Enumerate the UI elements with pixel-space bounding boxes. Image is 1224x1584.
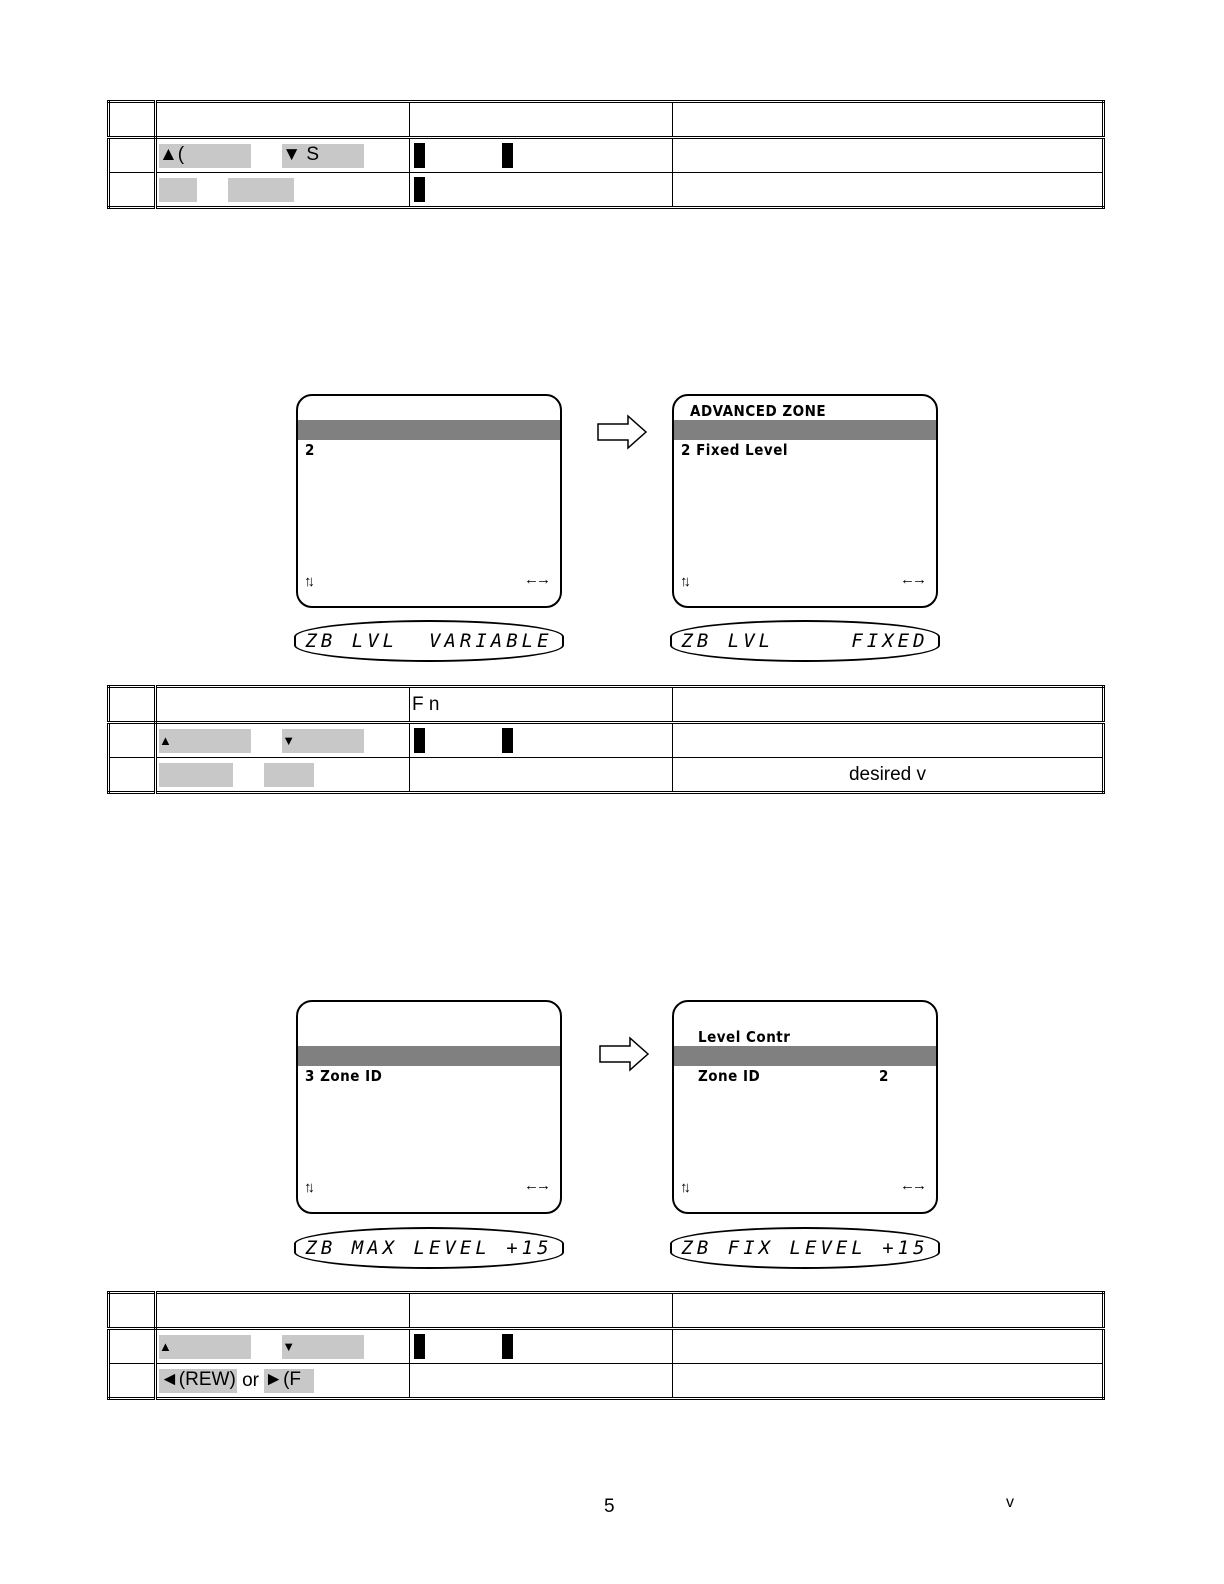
button-cell — [156, 758, 410, 793]
front-panel-text: ZB LVL FIXED — [681, 630, 929, 652]
description-cell — [673, 723, 1104, 758]
left-right-arrows-icon: ←→ — [524, 571, 548, 588]
highlight-bar — [298, 420, 560, 440]
table-header-row — [109, 687, 1104, 723]
or-text: or — [242, 1369, 259, 1391]
display-cell — [410, 138, 673, 173]
down-button-label[interactable]: ▼ S — [282, 144, 364, 168]
button-cell — [156, 1329, 410, 1364]
front-panel-text: ZB FIX LEVEL +15 — [681, 1237, 929, 1259]
highlight-bar — [674, 1046, 936, 1066]
button-label[interactable] — [228, 178, 294, 202]
description-cell — [673, 1329, 1104, 1364]
table-row — [109, 723, 1104, 758]
step-number — [109, 723, 156, 758]
step-number — [109, 1364, 156, 1399]
menu-item: 2 Fixed Level — [681, 441, 788, 459]
osd-screen-after — [672, 394, 938, 608]
front-panel-display — [294, 1227, 564, 1269]
screen-title: Level Contr — [698, 1028, 791, 1046]
button-cell — [156, 723, 410, 758]
front-panel-text: ZB LVL VARIABLE — [305, 630, 553, 652]
menu-item: 2 — [305, 441, 315, 459]
step-number — [109, 138, 156, 173]
front-panel-display — [670, 620, 940, 662]
table-row — [109, 138, 1104, 173]
steps-table-2 — [107, 685, 1105, 794]
page-number: 5 — [604, 1496, 615, 1517]
up-button-label[interactable]: ▲ — [159, 1335, 251, 1359]
steps-table-1 — [107, 100, 1105, 209]
button-label[interactable] — [159, 763, 233, 787]
up-down-arrows-icon: ↑↓ — [304, 1179, 311, 1196]
step-number — [109, 758, 156, 793]
cursor-block — [502, 1334, 513, 1359]
display-cell — [410, 1364, 673, 1399]
menu-item-label: Zone ID — [698, 1067, 761, 1085]
cursor-block — [502, 143, 513, 168]
down-button-label[interactable]: ▼ — [282, 729, 364, 753]
left-right-arrows-icon: ←→ — [524, 1177, 548, 1194]
description-cell: desired v — [673, 758, 1104, 793]
menu-item-value: 2 — [879, 1067, 889, 1085]
table-row — [109, 1364, 1104, 1399]
up-down-arrows-icon: ↑↓ — [680, 573, 687, 590]
menu-item: 3 Zone ID — [305, 1067, 383, 1085]
front-panel-display — [670, 1227, 940, 1269]
button-cell — [156, 173, 410, 208]
cursor-block — [414, 143, 425, 168]
button-cell — [156, 138, 410, 173]
display-cell — [410, 723, 673, 758]
display-cell — [410, 173, 673, 208]
button-cell — [156, 1364, 410, 1399]
table-row — [109, 173, 1104, 208]
table-row — [109, 758, 1104, 793]
cursor-block — [414, 177, 425, 202]
display-cell — [410, 758, 673, 793]
up-down-arrows-icon: ↑↓ — [680, 1179, 687, 1196]
step-number — [109, 173, 156, 208]
rew-button-label[interactable]: ◄(REW) — [159, 1369, 237, 1393]
up-button-label[interactable]: ▲ — [159, 729, 251, 753]
button-label[interactable] — [264, 763, 314, 787]
highlight-bar — [298, 1046, 560, 1066]
button-label[interactable] — [159, 178, 197, 202]
display-cell — [410, 1329, 673, 1364]
cursor-block — [414, 1334, 425, 1359]
steps-table-3 — [107, 1291, 1105, 1400]
corner-text: v — [1006, 1494, 1014, 1511]
ff-button-label[interactable]: ►(F — [264, 1369, 314, 1393]
transition-arrow-icon — [598, 1036, 652, 1072]
description-cell — [673, 1364, 1104, 1399]
header-cell: F n — [410, 687, 673, 723]
table-header-row — [109, 1293, 1104, 1329]
description-cell — [673, 173, 1104, 208]
highlight-bar — [674, 420, 936, 440]
osd-screen-before — [296, 1000, 562, 1214]
table-header-row — [109, 102, 1104, 138]
osd-screen-after — [672, 1000, 938, 1214]
up-button-label[interactable]: ▲( — [159, 144, 251, 168]
left-right-arrows-icon: ←→ — [900, 1177, 924, 1194]
osd-screen-before — [296, 394, 562, 608]
table-row — [109, 1329, 1104, 1364]
up-down-arrows-icon: ↑↓ — [304, 573, 311, 590]
screen-title: ADVANCED ZONE — [690, 402, 827, 420]
left-right-arrows-icon: ←→ — [900, 571, 924, 588]
description-cell — [673, 138, 1104, 173]
front-panel-text: ZB MAX LEVEL +15 — [305, 1237, 553, 1259]
down-button-label[interactable]: ▼ — [282, 1335, 364, 1359]
cursor-block — [414, 728, 425, 753]
cursor-block — [502, 728, 513, 753]
front-panel-display — [294, 620, 564, 662]
step-number — [109, 1329, 156, 1364]
transition-arrow-icon — [596, 414, 650, 450]
